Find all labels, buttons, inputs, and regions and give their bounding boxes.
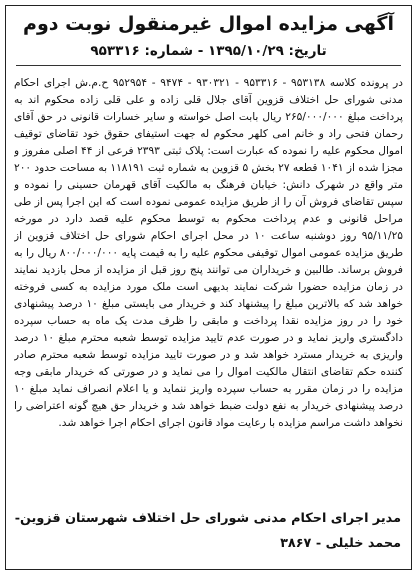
signature-title: مدیر اجرای احکام مدنی شورای حل اختلاف شهرستان قزوین- (14, 511, 401, 526)
notice-frame (5, 5, 412, 570)
notice-title: آگهی مزایده اموال غیرمنقول نوبت دوم (23, 13, 394, 35)
signature-name: محمد خلیلی - ۳۸۶۷ (280, 536, 401, 551)
notice-signature (14, 506, 401, 556)
notice-body: در پرونده کلاسه ۹۵۳۱۳۸ - ۹۵۳۳۱۶ - ۹۳۰۳۲۱ - ۹۴۷۴ - ۹۵۲۹۵۴ ح.م.ش اجرای احکام مدنی شورای حل اختلاف قزوین آقای جلال قلی زاده و علی قلی زاده محکوم اند به پرداخت مبلغ ۲۶۵/۰۰۰/۰۰۰ ریال بابت اصل خواسته و سایر خسارات قانونی در حق آقای رحمان فتحی راد و خانم امی کلهر محکوم له جهت استیفای حقوق خود تقاضای توقیف اموال محکوم علیه را نموده که عبارت است: پلاک ثبتی ۲۳۹۳ فرعی از ۴۴ اصلی مفروز و مجزا شده از ۱۰۴۱ قطعه ۲۷ بخش ۵ قزوین به شماره ثبت ۱۱۸۱۹۱ به مساحت حدود ۲۰۰ متر واقع در شهرک دانش: خیابان فرهنگ به مالکیت آقای قهرمان حسینی را نموده و سپس تقاضای فروش آن را از طریق مزایده عمومی نموده است که این اجرا پس از طی مراحل قانونی و عدم پرداخت محکوم به توسط محکوم علیه قصد دارد در مورخه ۹۵/۱۱/۲۵ روز دوشنبه ساعت ۱۰ در محل اجرای احکام شورای حل اختلاف قزوین از طریق مزایده عمومی اموال توقیفی محکوم علیه را به قیمت پایه ۸۰۰/۰۰۰/۰۰۰ ریال را به فروش برساند. طالبین و خریداران می توانند پنج روز قبل از مزایده از محل بازدید نمایند در زمان مزایده حضورا شرکت نمایند بدیهی است ملک مورد مزایده به کسی فروخته خواهد شد که بالاترین مبلغ را پیشنهاد کند و خریدار می بایستی مبلغ ۱۰ درصد پیشنهادی خود را در روز مزایده نقدا پرداخت و مابقی را ظرف مدت یک ماه به حساب سپرده دادگستری واریز نماید و در صورت عدم تایید مزایده توسط شعبه محترم مبلغ ۱۰ درصد واریزی به خریدار مسترد خواهد شد و در صورت تایید مزایده توسط شعبه محترم صادر کننده حکم تقاضای انتقال مالکیت اموال را می نماید و در صورتی که خریدار مابقی وجه مزایده را در زمان مقرر به حساب سپرده واریز ننماید و یا اعلام انصراف نماید مبلغ ۱۰ درصد پیشنهادی خریدار به نفع دولت ضبط خواهد شد و خریدار حق هیچ گونه اعتراضی را نخواهد داشت مراسم مزایده با رعایت مواد قانون اجرای احکام اجرا خواهد شد. (14, 77, 403, 429)
notice-dateline: تاریخ: ۱۳۹۵/۱۰/۲۹ - شماره: ۹۵۳۳۱۶ (16, 41, 401, 66)
